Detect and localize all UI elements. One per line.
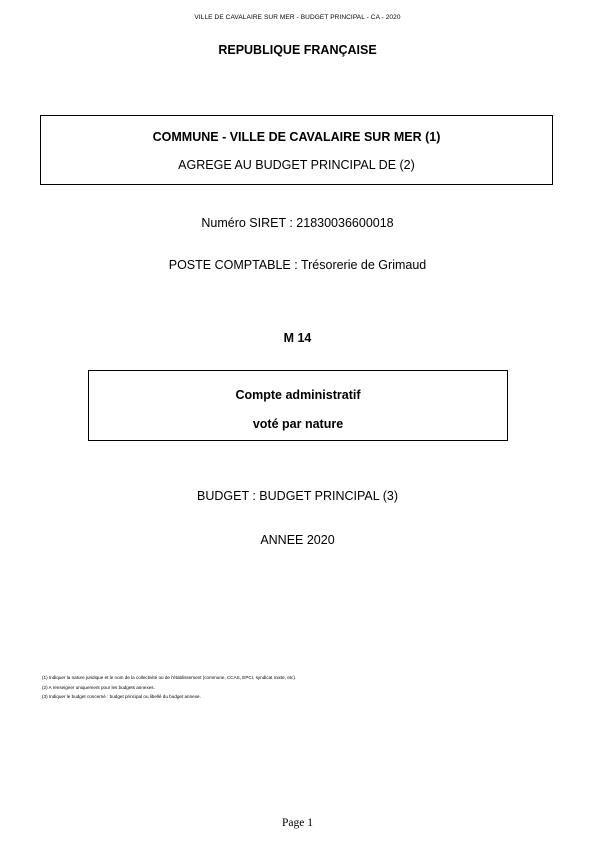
nomenclature-label: M 14: [283, 331, 312, 345]
siret-number: Numéro SIRET : 21830036600018: [201, 216, 394, 230]
footnote-1: (1) Indiquer la nature juridique et le nom de la collectivité ou de l'établissement (commune, CCAS, EPCI, syndicat mixte, etc).: [42, 675, 297, 680]
compte-subtitle: voté par nature: [252, 417, 344, 431]
republic-title: REPUBLIQUE FRANÇAISE: [218, 43, 377, 57]
budget-line: BUDGET : BUDGET PRINCIPAL (3): [197, 489, 398, 503]
agrege-line: AGREGE AU BUDGET PRINCIPAL DE (2): [178, 158, 415, 172]
poste-comptable: POSTE COMPTABLE : Trésorerie de Grimaud: [168, 258, 427, 272]
running-header: VILLE DE CAVALAIRE SUR MER - BUDGET PRINCIPAL - CA - 2020: [194, 14, 401, 21]
compte-box: [88, 370, 508, 441]
page-number: Page 1: [282, 817, 313, 829]
commune-box: [40, 115, 553, 185]
compte-title: Compte administratif: [235, 388, 361, 402]
commune-name: COMMUNE - VILLE DE CAVALAIRE SUR MER (1): [152, 130, 441, 144]
footnotes: [42, 673, 296, 702]
annee-line: ANNEE 2020: [260, 533, 335, 547]
footnote-3: (3) Indiquer le budget concerné : budget principal ou libellé du budget annexe.: [42, 694, 201, 699]
footnote-2: (2) A renseigner uniquement pour les budgets annexes.: [42, 684, 155, 690]
